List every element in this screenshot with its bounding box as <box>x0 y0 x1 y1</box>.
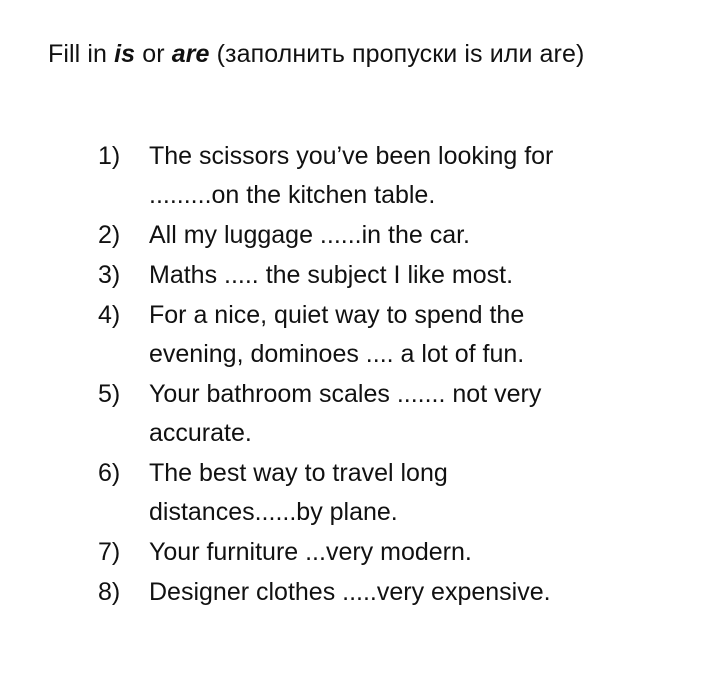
item-number: 6) <box>98 459 121 487</box>
item-sentence: Your furniture ...very modern. <box>149 538 472 566</box>
instruction-word-is: is <box>114 40 136 68</box>
item-number: 5) <box>98 380 121 408</box>
item-number: 4) <box>98 301 121 329</box>
item-sentence: Maths ..... the subject I like most. <box>149 261 514 289</box>
exercise-item-8 <box>98 573 658 612</box>
item-sentence: For a nice, quiet way to spend the evening, dominoes .... a lot of fun. <box>149 301 525 368</box>
item-number: 3) <box>98 261 121 289</box>
item-number: 2) <box>98 221 121 249</box>
instruction-suffix: (заполнить пропуски is или are) <box>209 40 585 68</box>
item-sentence: Your bathroom scales ....... not very accurate. <box>149 380 542 447</box>
exercise-instruction <box>48 34 688 75</box>
item-number: 1) <box>98 142 121 170</box>
item-number: 8) <box>98 578 121 606</box>
item-sentence: All my luggage ......in the car. <box>149 221 470 249</box>
exercise-item-6 <box>98 454 658 532</box>
item-sentence: Designer clothes .....very expensive. <box>149 578 551 606</box>
item-sentence: The best way to travel long distances......by plane. <box>149 459 448 526</box>
exercise-item-5 <box>98 375 658 453</box>
item-sentence: The scissors you’ve been looking for .........on the kitchen table. <box>149 142 554 209</box>
instruction-prefix: Fill in <box>48 40 115 68</box>
instruction-word-are: are <box>171 40 210 68</box>
exercise-item-1 <box>98 137 658 215</box>
exercise-item-3 <box>98 256 658 295</box>
exercise-list <box>98 137 658 613</box>
exercise-item-4 <box>98 296 658 374</box>
instruction-middle: or <box>135 40 172 68</box>
exercise-item-2 <box>98 216 658 255</box>
exercise-item-7 <box>98 533 658 572</box>
item-number: 7) <box>98 538 121 566</box>
